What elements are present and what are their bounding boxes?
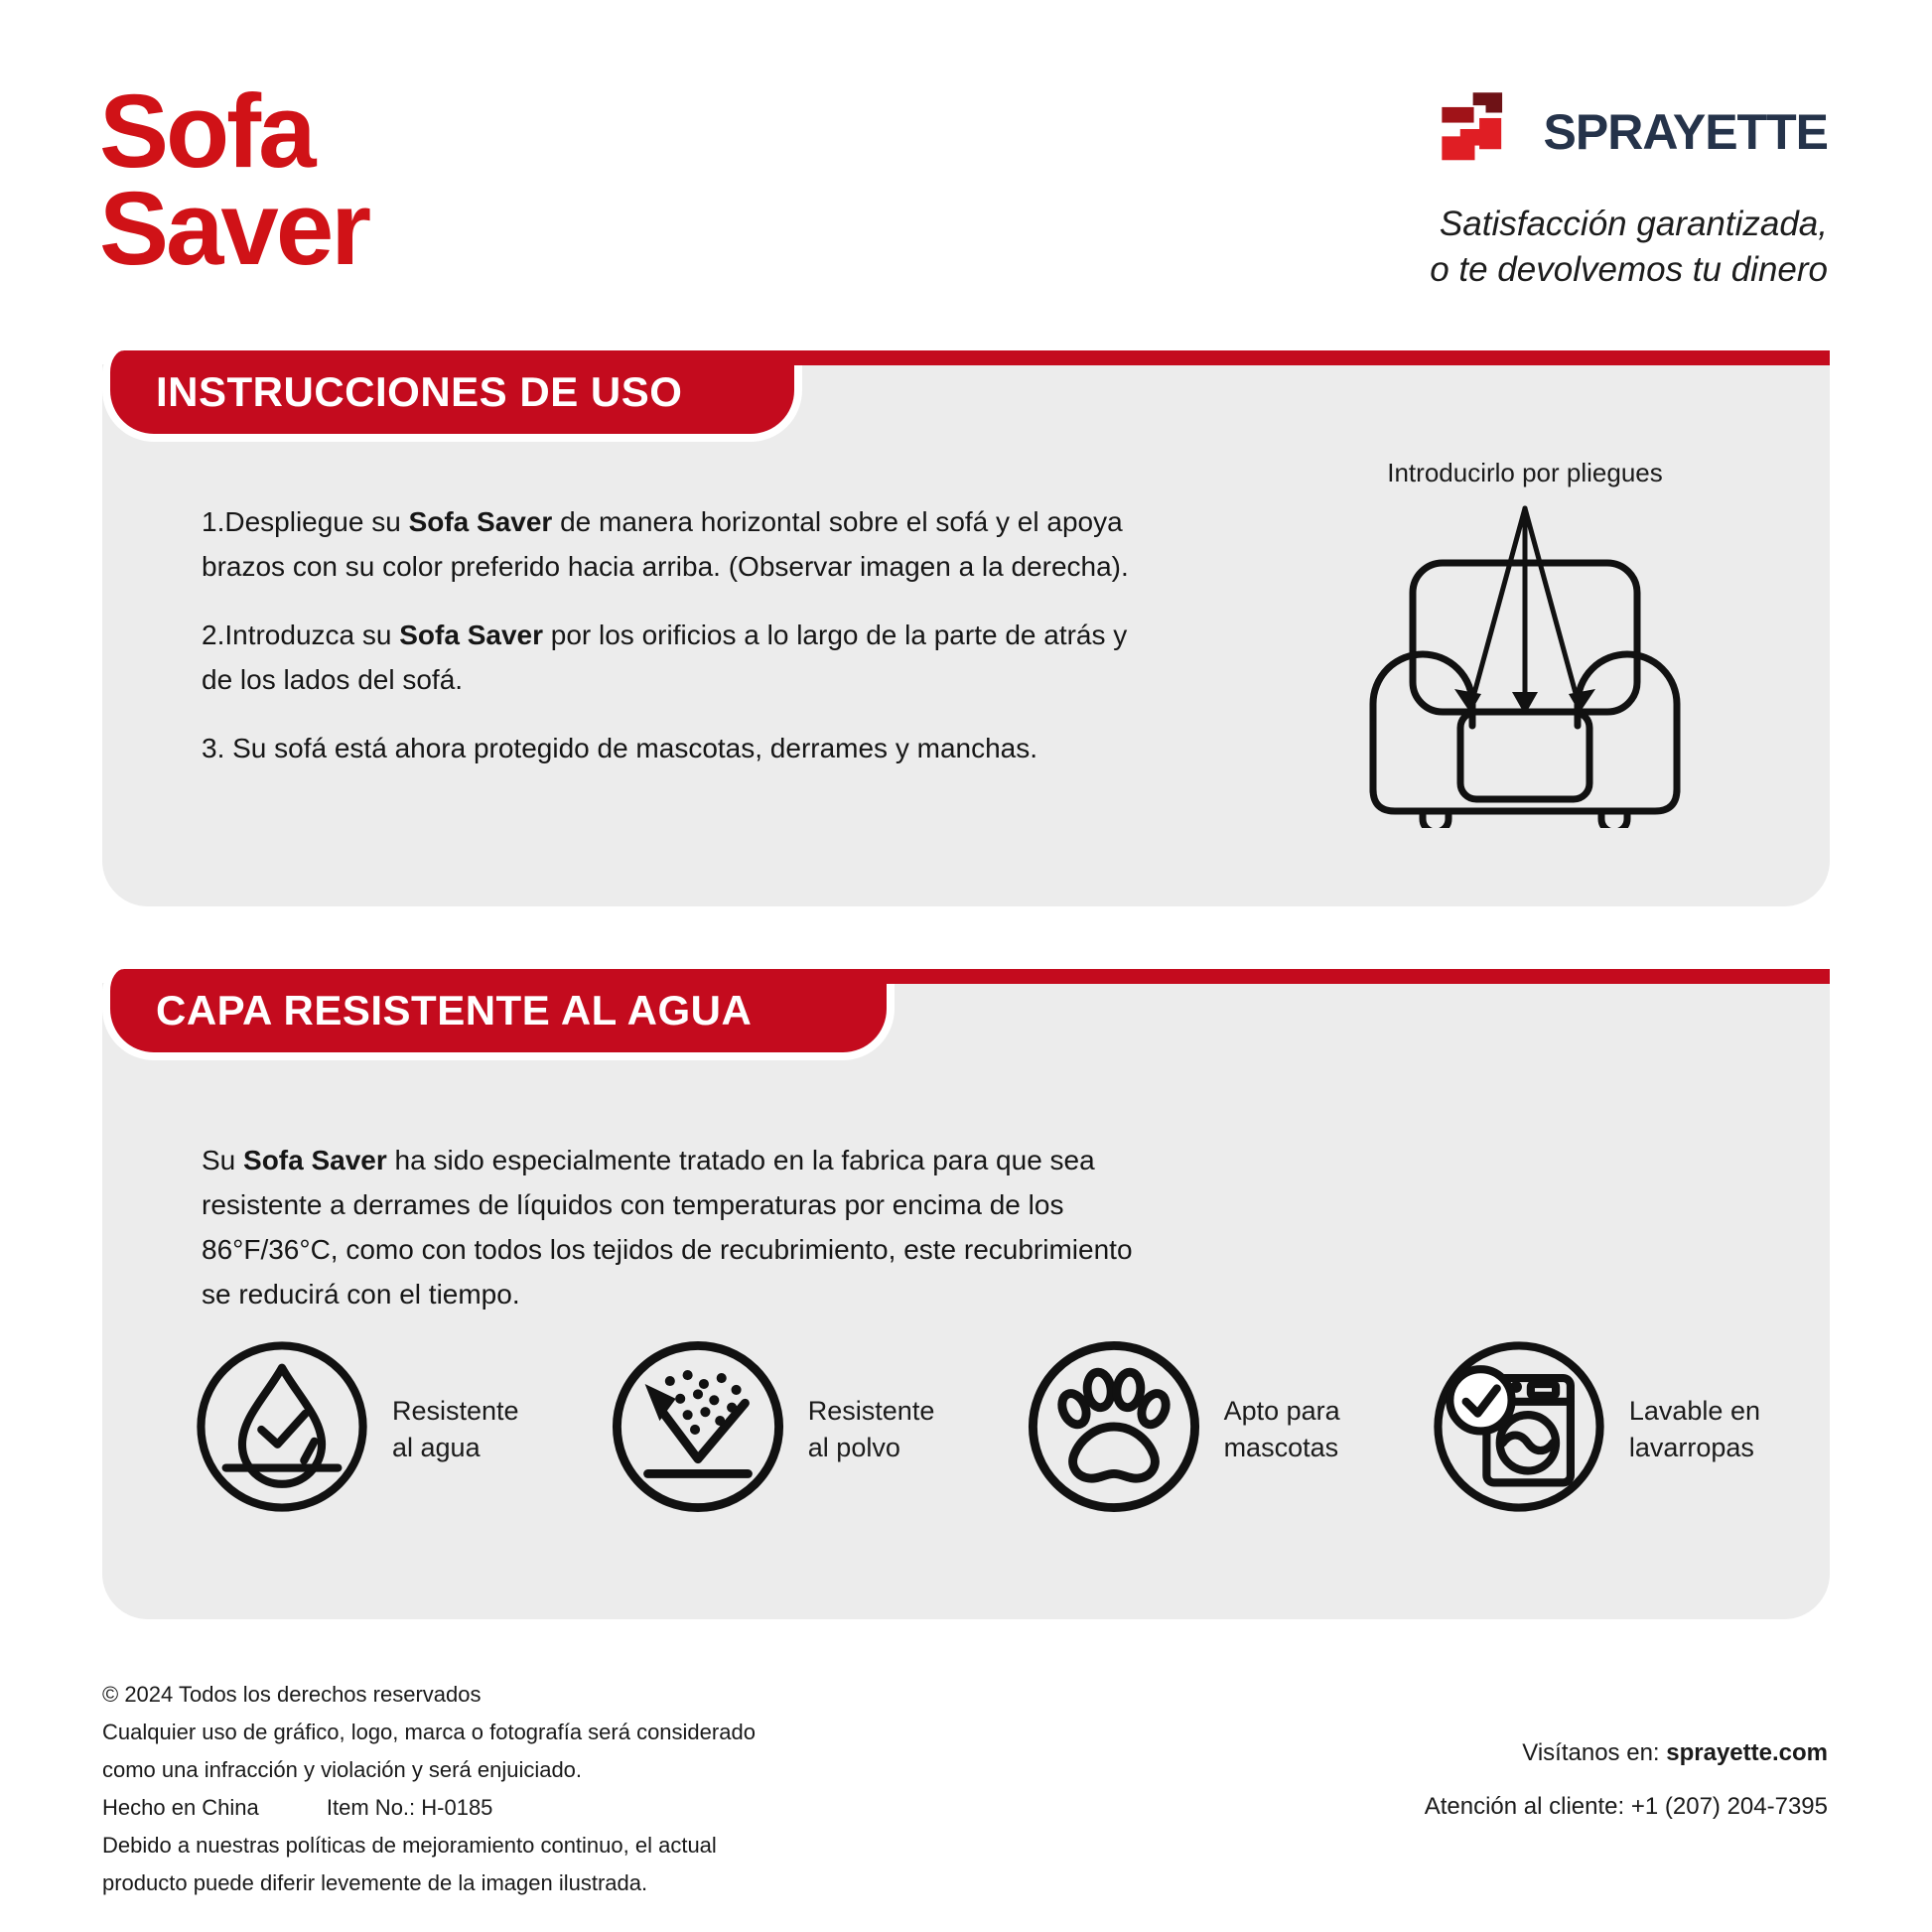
feature-label: Resistente al polvo — [807, 1395, 935, 1462]
feature-label: Apto para mascotas — [1223, 1395, 1340, 1462]
feature-label: Lavable en lavarropas — [1628, 1395, 1760, 1462]
website-url[interactable]: sprayette.com — [1666, 1739, 1828, 1766]
armchair-arrows-icon — [1361, 815, 1689, 832]
feature-dust-resistant — [610, 1338, 935, 1520]
paw-icon — [1026, 1338, 1202, 1520]
section-instructions — [102, 350, 1830, 906]
feature-water-resistant — [194, 1338, 519, 1520]
made-in: Hecho en China — [102, 1795, 259, 1820]
instruction-steps — [202, 499, 1135, 794]
product-title — [99, 73, 369, 287]
instruction-step-3: 3. Su sofá está ahora protegido de mascotas, derrames y manchas. — [202, 733, 1038, 763]
feature-pet-friendly — [1026, 1338, 1340, 1520]
product-title-line2: Saver — [99, 171, 369, 287]
origin-item-line — [102, 1789, 756, 1827]
customer-service-line: Atención al cliente: +1 (207) 204-7395 — [1424, 1793, 1828, 1820]
instruction-step-1: 1.Despliegue su Sofa Saver de manera horizontal sobre el sofá y el apoya brazos con su color preferido hacia arriba. (Observar imagen a la derecha). — [202, 506, 1129, 582]
water-layer-paragraph: Su Sofa Saver ha sido especialmente tratado en la fabrica para que sea resistente a derrames de líquidos con temperaturas por encima de los 86°F/36°C, como con todos los tejidos de recubrimiento, este recubrimiento se reducirá con el tiempo. — [202, 1145, 1133, 1310]
feature-label: Resistente al agua — [392, 1395, 519, 1462]
brand-tagline: Satisfacción garantizada, o te devolvemos tu dinero — [1430, 205, 1828, 289]
dust-repel-icon — [610, 1338, 786, 1520]
washing-machine-check-icon — [1431, 1338, 1607, 1520]
instructions-heading: INSTRUCCIONES DE USO — [156, 368, 683, 415]
insertion-figure — [1341, 458, 1709, 833]
section-accent-bar — [658, 350, 1830, 365]
section-water-layer — [102, 969, 1830, 1619]
water-layer-heading: CAPA RESISTENTE AL AGUA — [156, 987, 753, 1034]
water-drop-check-icon — [194, 1338, 370, 1520]
website-line: Visítanos en: sprayette.com — [1522, 1739, 1828, 1766]
brand-block — [1430, 83, 1828, 293]
legal-text: © 2024 Todos los derechos reservados Cualquier uso de gráfico, logo, marca o fotografía será considerado como una infracción y violación y será enjuiciado. Hecho en China Item No.: H-0185 Debido a nuestras políticas de mejoramiento continuo, el actual producto puede diferir levemente de la imagen ilustrada. — [102, 1676, 756, 1902]
item-number: Item No.: H-0185 — [326, 1795, 493, 1820]
feature-machine-washable — [1431, 1338, 1760, 1520]
brand-name: SPRAYETTE — [1543, 103, 1828, 160]
figure-caption: Introducirlo por pliegues — [1387, 458, 1663, 487]
feature-row — [194, 1338, 1760, 1520]
instruction-step-2: 2.Introduzca su Sofa Saver por los orificios a lo largo de la parte de atrás y de los lados del sofá. — [202, 620, 1128, 695]
copyright-line: © 2024 Todos los derechos reservados — [102, 1682, 482, 1707]
section-accent-bar — [658, 969, 1830, 984]
pixel-s-logo-icon — [1435, 83, 1526, 180]
product-title-line1: Sofa — [99, 73, 314, 190]
